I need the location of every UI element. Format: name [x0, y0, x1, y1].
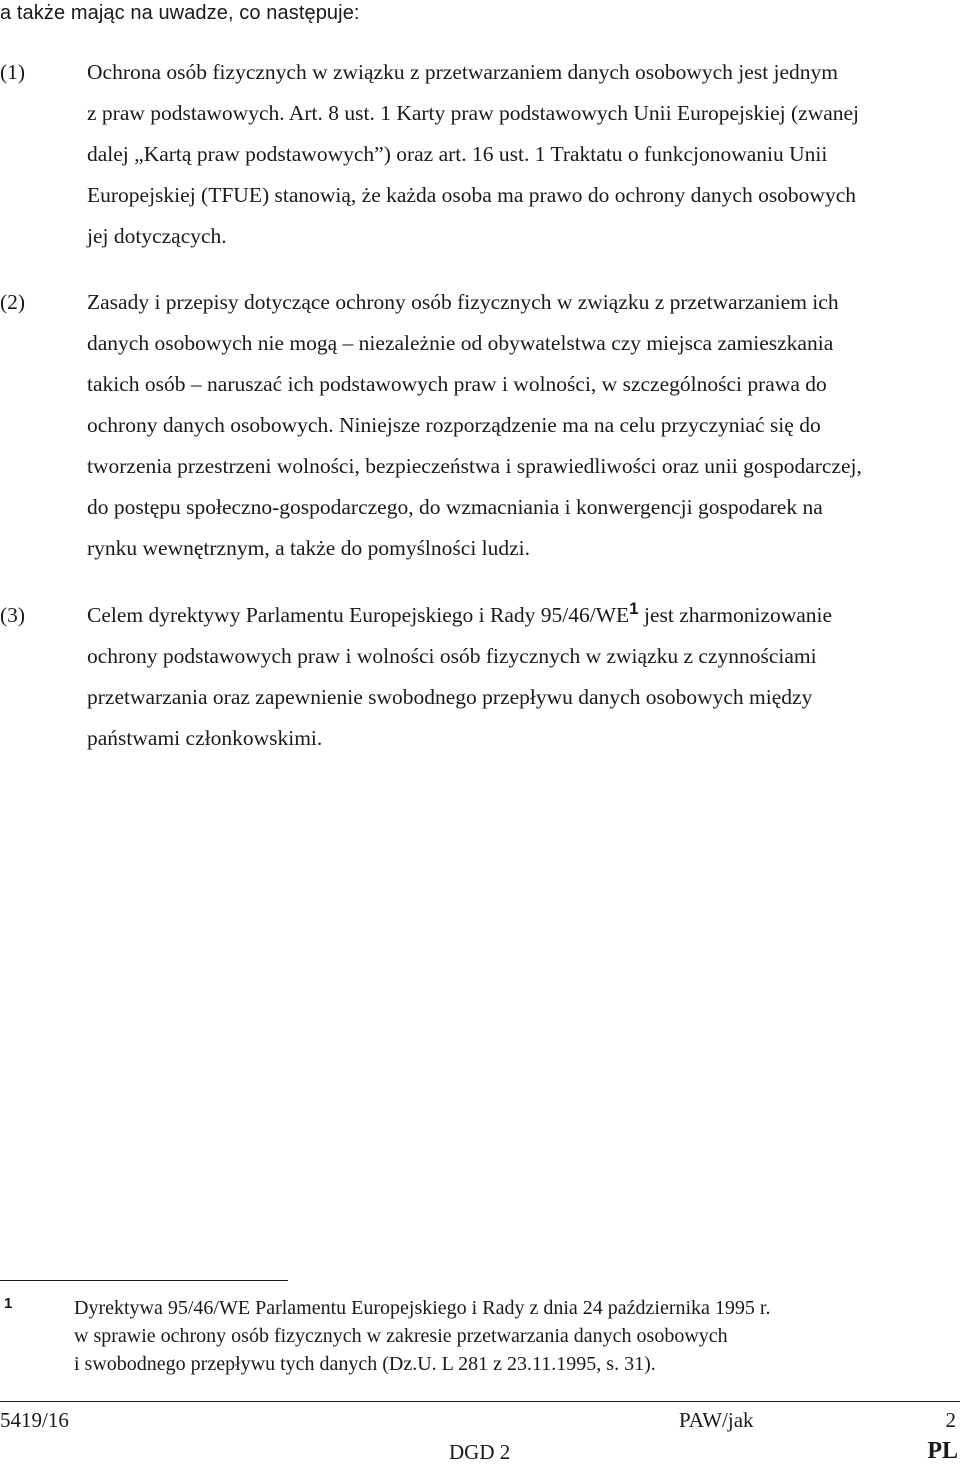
text-line: danych osobowych nie mogą – niezależnie od obywatelstwa czy miejsca zamieszkania: [87, 331, 834, 355]
text-line: Ochrona osób fizycznych w związku z przetwarzaniem danych osobowych jest jednym: [87, 60, 839, 84]
text-line: dalej „Kartą praw podstawowych”) oraz art. 16 ust. 1 Traktatu o funkcjonowaniu Unii: [87, 142, 828, 166]
text-line: ochrony danych osobowych. Niniejsze rozporządzenie ma na celu przyczyniać się do: [87, 413, 821, 437]
recital-body: [87, 52, 947, 257]
footnote-body: [74, 1294, 960, 1378]
text-line: Europejskiej (TFUE) stanowią, że każda osoba ma prawo do ochrony danych osobowych: [87, 183, 857, 207]
text-line: Zasady i przepisy dotyczące ochrony osób fizycznych w związku z przetwarzaniem ich: [87, 290, 839, 314]
footnote: [0, 1294, 960, 1378]
text-segment: jest zharmonizowanie: [638, 603, 833, 627]
text-line: przetwarzania oraz zapewnienie swobodnego przepływu danych osobowych między: [87, 685, 813, 709]
text-line: rynku wewnętrznym, a także do pomyślności ludzi.: [87, 536, 531, 560]
text-line: tworzenia przestrzeni wolności, bezpieczeństwa i sprawiedliwości oraz unii gospodarczej,: [87, 454, 862, 478]
text-line: takich osób – naruszać ich podstawowych praw i wolności, w szczególności prawa do: [87, 372, 827, 396]
text-line: i swobodnego przepływu tych danych (Dz.U. L 281 z 23.11.1995, s. 31).: [74, 1353, 656, 1375]
text-line: Dyrektywa 95/46/WE Parlamentu Europejskiego i Rady z dnia 24 października 1995 r.: [74, 1297, 771, 1319]
text-line: z praw podstawowych. Art. 8 ust. 1 Karty praw podstawowych Unii Europejskiej (zwanej: [87, 101, 860, 125]
footnote-separator: [0, 1280, 288, 1281]
text-segment: Celem dyrektywy Parlamentu Europejskiego i Rady 95/46/WE: [87, 603, 630, 627]
recital-body: [87, 595, 947, 759]
text-line: jej dotyczących.: [87, 224, 227, 248]
recital-number: (1): [0, 60, 26, 84]
text-line: do postępu społeczno-gospodarczego, do wzmacniania i konwergencji gospodarek na: [87, 495, 823, 519]
recital-2: [0, 282, 960, 569]
footer-separator: [0, 1401, 960, 1402]
recital-number: (3): [0, 603, 26, 627]
text-line: ochrony podstawowych praw i wolności osób fizycznych w związku z czynnościami: [87, 644, 817, 668]
text-line: państwami członkowskimi.: [87, 726, 323, 750]
recital-body: [87, 282, 947, 569]
text-line: w sprawie ochrony osób fizycznych w zakresie przetwarzania danych osobowych: [74, 1325, 728, 1347]
recital-number: (2): [0, 290, 26, 314]
author-code: PAW/jak: [679, 1408, 754, 1432]
recital-3: [0, 595, 960, 759]
page-number: 2: [945, 1408, 956, 1432]
text-line: [87, 595, 947, 636]
directorate-code: DGD 2: [449, 1440, 511, 1464]
recital-1: [0, 52, 960, 257]
document-number: 5419/16: [0, 1408, 69, 1432]
language-code: PL: [927, 1438, 958, 1464]
intro-text: a także mając na uwadze, co następuje:: [0, 2, 360, 24]
footnote-reference[interactable]: 1: [629, 599, 639, 618]
footnote-mark: 1: [4, 1295, 13, 1312]
